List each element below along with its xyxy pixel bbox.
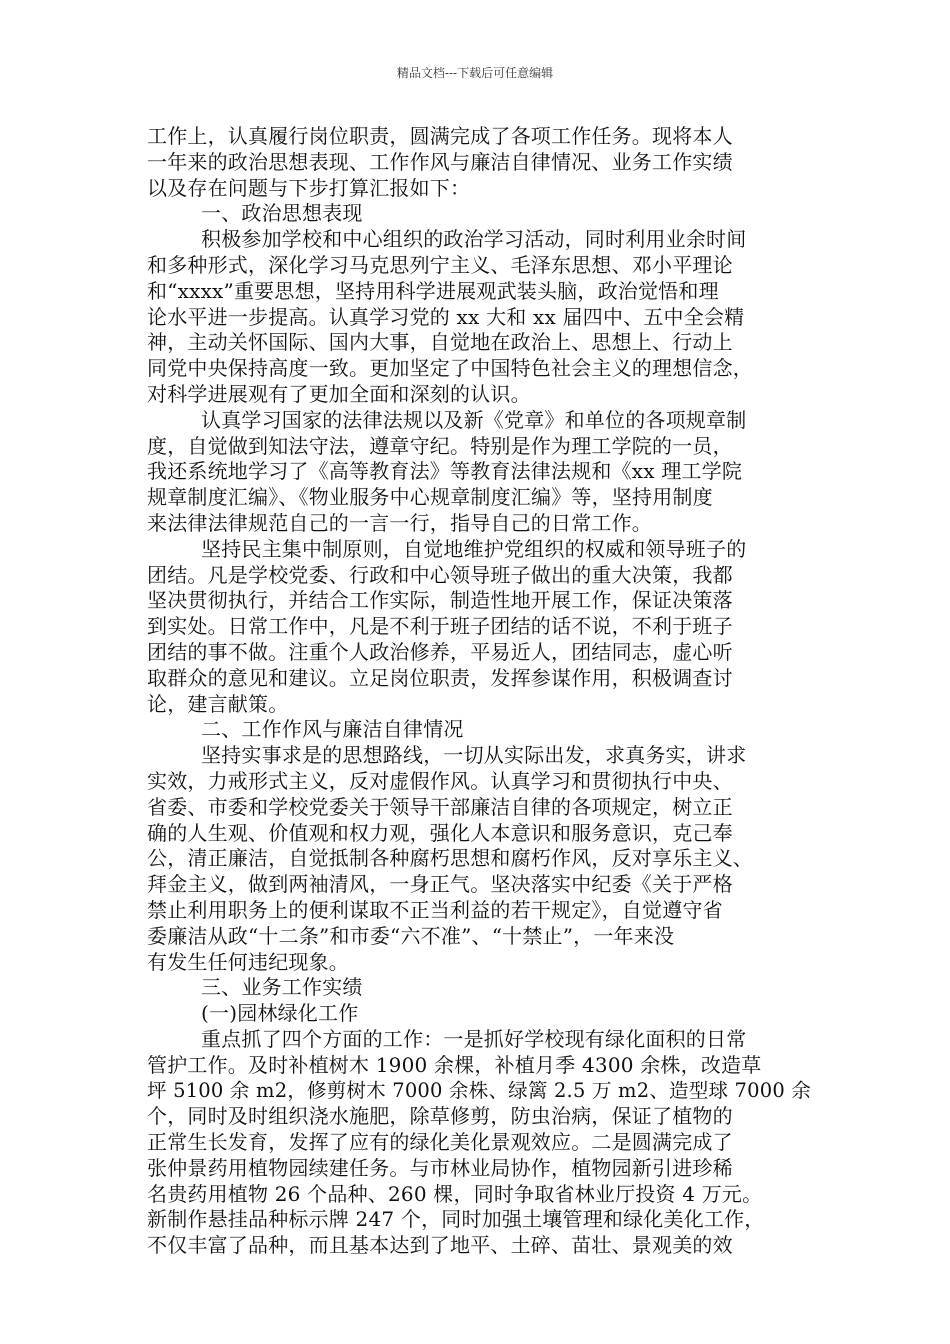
text-line: 坚持民主集中制原则，自觉地维护党组织的权威和领导班子的 (201, 536, 747, 561)
text-line: 同党中央保持高度一致。更加坚定了中国特色社会主义的理想信念， (147, 356, 753, 381)
text-line: 一、政治思想表现 (201, 201, 363, 226)
text-line: 规章制度汇编》、《物业服务中心规章制度汇编》等，坚持用制度 (147, 485, 713, 510)
text-line: 坚决贯彻执行，并结合工作实际，制造性地开展工作，保证决策落 (147, 588, 733, 613)
text-line: 取群众的意见和建议。立足岗位职责，发挥参谋作用，积极调查讨 (147, 665, 733, 690)
text-line: 不仅丰富了品种，而且基本达到了地平、土碎、苗壮、景观美的效 (147, 1233, 733, 1258)
text-line: 委廉洁从政“十二条”和市委“六不准”、“十禁止”，一年来没 (147, 923, 675, 948)
text-line: 度，自觉做到知法守法，遵章守纪。特别是作为理工学院的一员， (147, 433, 733, 458)
text-line: 省委、市委和学校党委关于领导干部廉洁自律的各项规定，树立正 (147, 794, 733, 819)
text-line: 名贵药用植物 26 个品种、260 棵，同时争取省林业厅投资 4 万元。 (147, 1181, 763, 1206)
text-line: 有发生任何违纪现象。 (147, 949, 349, 974)
text-line: 认真学习国家的法律法规以及新《党章》和单位的各项规章制 (201, 407, 747, 432)
text-line: 新制作悬挂品种标示牌 247 个，同时加强土壤管理和绿化美化工作， (147, 1207, 765, 1232)
page-header (0, 65, 950, 81)
text-line: 正常生长发育，发挥了应有的绿化美化景观效应。二是圆满完成了 (147, 1130, 733, 1155)
text-line: 坚持实事求是的思想路线，一切从实际出发，求真务实，讲求 (201, 743, 747, 768)
document-body (147, 124, 823, 1259)
text-line: 坪 5100 余 m2，修剪树木 7000 余株、绿篱 2.5 万 m2、造型球 7000 余 (147, 1079, 812, 1103)
text-line: 来法律法律规范自己的一言一行，指导自己的日常工作。 (147, 510, 652, 535)
text-line: 公，清正廉洁，自觉抵制各种腐朽思想和腐朽作风，反对享乐主义、 (147, 846, 753, 871)
text-line: 拜金主义，做到两袖清风，一身正气。坚决落实中纪委《关于严格 (147, 872, 733, 897)
text-line: 团结的事不做。注重个人政治修养，平易近人，团结同志，虚心听 (147, 639, 733, 664)
text-line: (一)园林绿化工作 (201, 1001, 359, 1026)
text-line: 确的人生观、价值观和权力观，强化人本意识和服务意识，克己奉 (147, 820, 733, 845)
text-line: 重点抓了四个方面的工作：一是抓好学校现有绿化面积的日常 (201, 1026, 747, 1051)
text-line: 工作上，认真履行岗位职责，圆满完成了各项工作任务。现将本人 (147, 124, 733, 148)
text-line: 二、工作作风与廉洁自律情况 (201, 717, 464, 742)
text-line: 对科学进展观有了更加全面和深刻的认识。 (147, 381, 531, 406)
text-line: 论水平进一步提高。认真学习党的 xx 大和 xx 届四中、五中全会精 (147, 304, 745, 329)
text-line: 我还系统地学习了《高等教育法》等教育法律法规和《xx 理工学院 (147, 459, 743, 484)
text-line: 和多种形式，深化学习马克思列宁主义、毛泽东思想、邓小平理论 (147, 252, 733, 277)
text-line: 实效，力戒形式主义，反对虚假作风。认真学习和贯彻执行中央、 (147, 768, 733, 793)
text-line: 论，建言献策。 (147, 691, 289, 716)
text-line: 团结。凡是学校党委、行政和中心领导班子做出的重大决策，我都 (147, 562, 733, 587)
header-text: 精品文档---下载后可任意编辑 (396, 66, 554, 80)
text-line: 管护工作。及时补植树木 1900 余棵，补植月季 4300 余株，改造草 (147, 1052, 762, 1077)
text-line: 神，主动关怀国际、国内大事，自觉地在政治上、思想上、行动上 (147, 330, 733, 355)
text-line: 一年来的政治思想表现、工作作风与廉洁自律情况、业务工作实绩 (147, 149, 733, 174)
text-line: 禁止利用职务上的便利谋取不正当利益的若干规定》，自觉遵守省 (147, 897, 723, 922)
text-line: 和“xxxx”重要思想，坚持用科学进展观武装头脑，政治觉悟和理 (147, 278, 719, 303)
text-line: 以及存在问题与下步打算汇报如下： (147, 175, 471, 200)
text-line: 三、业务工作实绩 (201, 975, 363, 1000)
text-line: 到实处。日常工作中，凡是不利于班子团结的话不说，不利于班子 (147, 614, 733, 639)
text-line: 张仲景药用植物园续建任务。与市林业局协作，植物园新引进珍稀 (147, 1155, 733, 1180)
text-line: 个，同时及时组织浇水施肥，除草修剪，防虫治病，保证了植物的 (147, 1104, 733, 1129)
text-line: 积极参加学校和中心组织的政治学习活动，同时利用业余时间 (201, 227, 747, 252)
